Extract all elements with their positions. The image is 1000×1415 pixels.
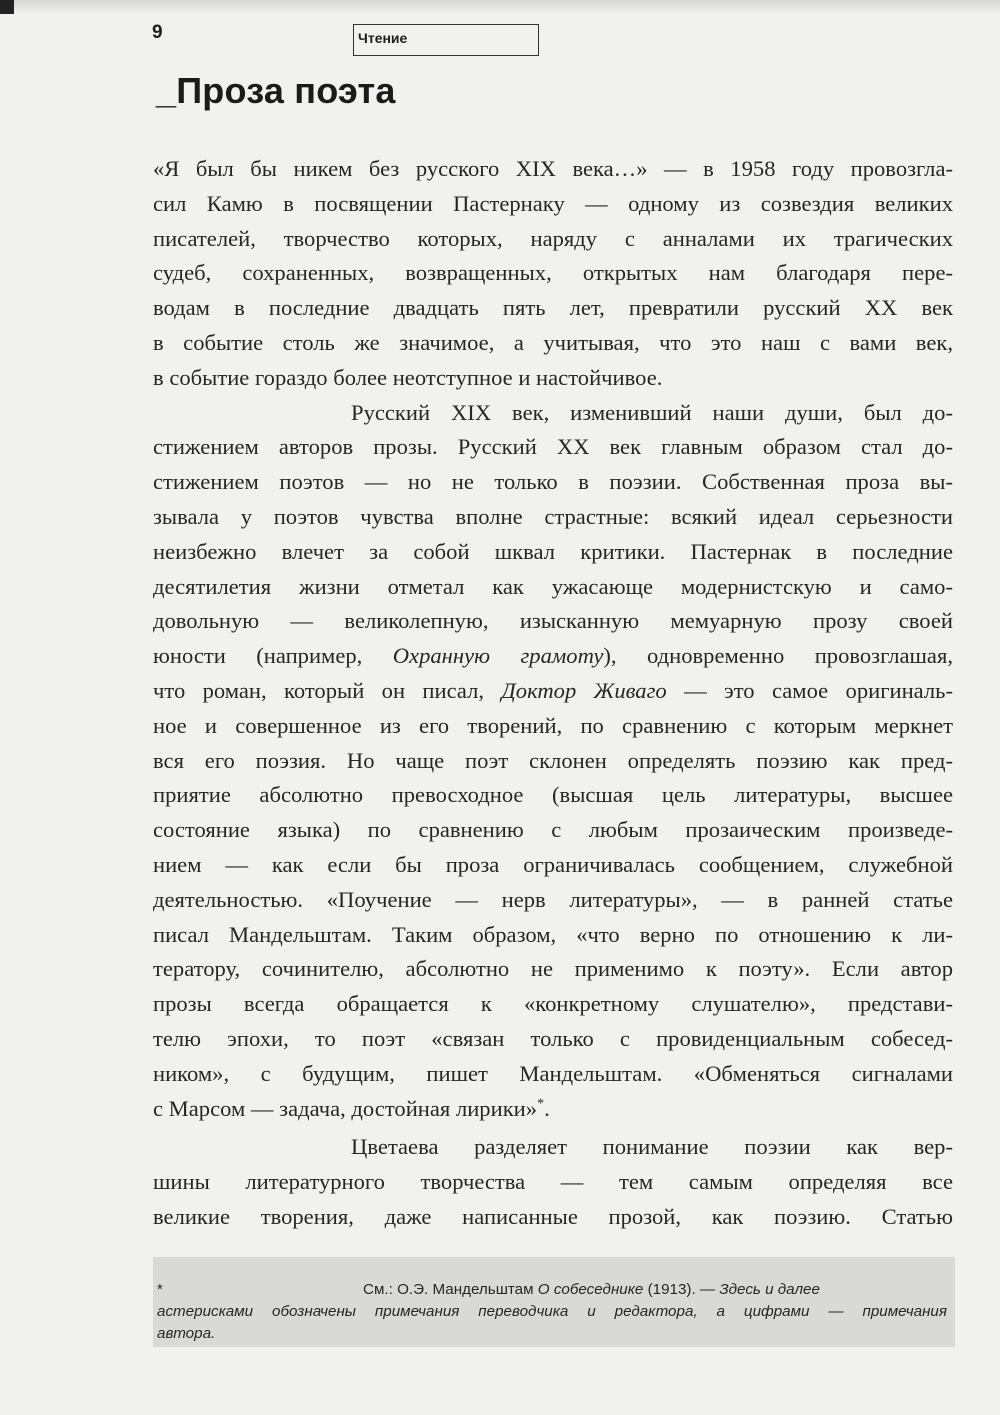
text-line: деятельностью. «Поучение — нерв литературы», — в ранней статье bbox=[153, 886, 953, 912]
text-segment: юности (например, bbox=[153, 643, 393, 669]
text-segment: что роман, который он писал, bbox=[153, 677, 502, 703]
text-segment: — это самое оригиналь- bbox=[666, 677, 954, 703]
scan-edge bbox=[0, 0, 1000, 14]
text-line: ное и совершенное из его творений, по сравнению с которым меркнет bbox=[153, 712, 953, 738]
text-line bbox=[153, 1092, 953, 1127]
text-line: стижением поэтов — но не только в поэзии. Собственная проза вы- bbox=[153, 469, 953, 495]
text-segment: астерисками обозначены примечания переводчика и редактора, а цифрами — примечания bbox=[157, 1303, 947, 1320]
footnote-line bbox=[157, 1323, 947, 1345]
text-line: водам в последние двадцать пять лет, превратили русский XX век bbox=[153, 295, 953, 321]
italic-title: Доктор Живаго bbox=[501, 677, 667, 703]
footnote-asterisk: * bbox=[157, 1281, 163, 1298]
body-text bbox=[153, 152, 953, 1235]
text-segment: Здесь и далее bbox=[719, 1281, 820, 1298]
section-label: Чтение bbox=[353, 24, 539, 56]
scan-corner bbox=[0, 0, 14, 14]
text-line: зывала у поэтов чувства вполне страстные: всякий идеал серьезности bbox=[153, 503, 953, 529]
text-line: сил Камю в посвящении Пастернаку — одному из созвездия великих bbox=[153, 190, 953, 216]
text-line: Русский XIX век, изменивший наши души, был до- bbox=[351, 399, 953, 425]
text-line: шины литературного творчества — тем самым определяя все bbox=[153, 1169, 953, 1195]
text-line: «Я был бы никем без русского XIX века…» — в 1958 году провозгла- bbox=[153, 156, 953, 181]
page-number: 9 bbox=[152, 22, 163, 43]
text-line: телю эпохи, то поэт «связан только с провиденциальным собесед- bbox=[153, 1025, 953, 1051]
text-segment: (1913). — bbox=[643, 1281, 720, 1298]
text-segment: автора. bbox=[157, 1325, 216, 1342]
text-line: писал Мандельштам. Таким образом, «что верно по отношению к ли- bbox=[153, 921, 953, 947]
text-line: приятие абсолютно превосходное (высшая цель литературы, высшее bbox=[153, 782, 953, 808]
chapter-title: _Проза поэта bbox=[156, 70, 396, 111]
text-line: состояние языка) по сравнению с любым прозаическим произведе- bbox=[153, 817, 953, 843]
text-line: писателей, творчество которых, наряду с анналами их трагических bbox=[153, 225, 953, 251]
text-line: ником», с будущим, пишет Мандельштам. «Обменяться сигналами bbox=[153, 1060, 953, 1086]
text-line: неизбежно влечет за собой шквал критики. Пастернак в последние bbox=[153, 538, 953, 564]
text-line: нием — как если бы проза ограничивалась сообщением, служебной bbox=[153, 851, 953, 877]
footnote-line bbox=[157, 1301, 947, 1323]
text-line: тератору, сочинителю, абсолютно не применимо к поэту». Если автор bbox=[153, 956, 953, 982]
footnote-line bbox=[157, 1279, 947, 1301]
text-line bbox=[153, 639, 953, 674]
italic-title: О собеседнике bbox=[537, 1281, 644, 1298]
text-line: прозы всегда обращается к «конкретному слушателю», представи- bbox=[153, 991, 953, 1017]
text-segment: с Марсом — задача, достойная лирики» bbox=[153, 1095, 538, 1121]
text-line: десятилетия жизни отметал как ужасающе модернистскую и само- bbox=[153, 573, 953, 599]
text-segment: ), одновременно провозглашая, bbox=[603, 643, 953, 669]
text-line: вся его поэзия. Но чаще поэт склонен определять поэзию как пред- bbox=[153, 747, 953, 773]
text-line: довольную — великолепную, изысканную мемуарную прозу своей bbox=[153, 608, 953, 634]
text-line: великие творения, даже написанные прозой, как поэзию. Статью bbox=[153, 1203, 953, 1229]
text-line: судеб, сохраненных, возвращенных, открытых нам благодаря пере- bbox=[153, 260, 953, 286]
text-segment: См.: О.Э. Мандельштам bbox=[363, 1281, 538, 1298]
italic-title: Охранную грамоту bbox=[392, 643, 604, 669]
text-line: в событие столь же значимое, а учитывая, что это наш с вами век, bbox=[153, 329, 953, 355]
text-line: стижением авторов прозы. Русский XX век главным образом стал до- bbox=[153, 434, 953, 460]
text-line: в событие гораздо более неотступное и настойчивое. bbox=[153, 364, 663, 390]
text-segment: . bbox=[544, 1095, 550, 1121]
footnote-marker: * bbox=[537, 1095, 545, 1111]
footnote bbox=[153, 1257, 955, 1347]
text-line: Цветаева разделяет понимание поэзии как вер- bbox=[351, 1134, 953, 1160]
text-line bbox=[153, 674, 953, 709]
